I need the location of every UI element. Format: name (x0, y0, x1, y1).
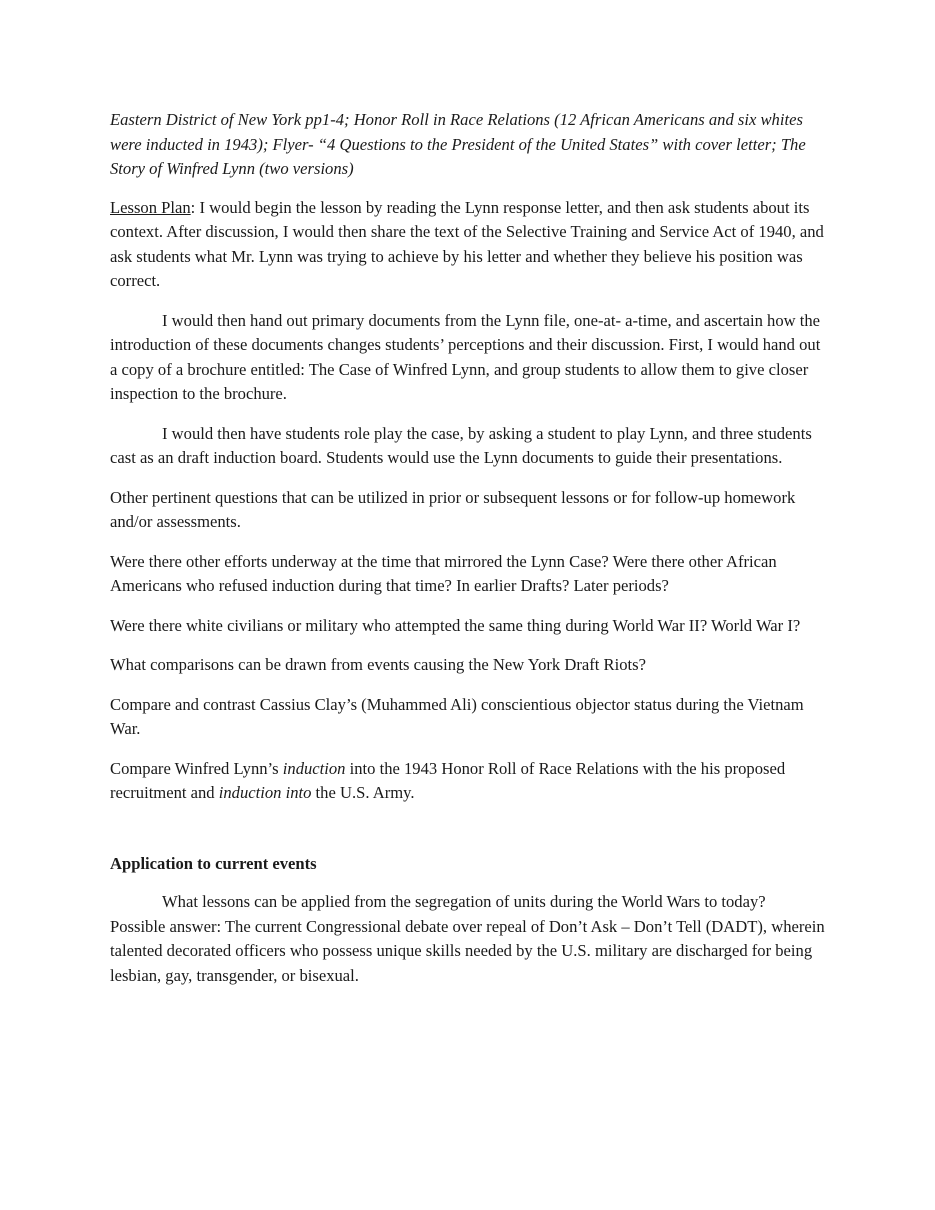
lesson-plan-label: Lesson Plan (110, 197, 191, 217)
compare-text-1: Compare Winfred Lynn’s (110, 758, 283, 778)
question-white-civilians: Were there white civilians or military who attempted the same thing during World War II? World War I? (110, 615, 801, 635)
compare-text-3: the U.S. Army. (311, 783, 415, 802)
intro-paragraph: Eastern District of New York pp1-4; Honor Roll in Race Relations (12 African Americans and six whites were inducted in 1943); Flyer- “4 Questions to the President of the United States” with cover letter; The Story of Winfred Lynn (two versions) (110, 110, 806, 178)
body-paragraph-role-play: I would then have students role play the case, by asking a student to play Lynn, and three students cast as an draft induction board. Students would use the Lynn documents to guide their presentations. (110, 423, 812, 467)
compare-emphasis-induction: induction (282, 758, 346, 778)
lesson-plan-paragraph (110, 196, 825, 294)
body-paragraph-pertinent-questions: Other pertinent questions that can be utilized in prior or subsequent lessons or for follow-up homework and/or assessments. (110, 487, 796, 531)
document-page (110, 108, 825, 988)
compare-emphasis-induction-into: induction into (218, 783, 312, 802)
question-draft-riots: What comparisons can be drawn from events causing the New York Draft Riots? (110, 655, 646, 674)
question-other-efforts: Were there other efforts underway at the time that mirrored the Lynn Case? Were there other African Americans who refused induction during that time? In earlier Drafts? Later periods? (110, 551, 777, 595)
application-heading: Application to current events (110, 853, 317, 873)
body-paragraph-handout: I would then hand out primary documents from the Lynn file, one-at- a-time, and ascertain how the introduction of these documents changes students’ perceptions and their discussion. First, I would hand out a copy of a brochure entitled: The Case of Winfred Lynn, and group students to allow them to give closer inspection to the brochure. (110, 310, 821, 403)
question-compare-lynn (110, 757, 825, 806)
application-paragraph: What lessons can be applied from the segregation of units during the World Wars to today? Possible answer: The current Congressional debate over repeal of Don’t Ask – Don’t Tell (DADT), wherein talented decorated officers who possess unique skills needed by the U.S. military are discharged for being lesbian, gay, transgender, or bisexual. (110, 892, 825, 985)
lesson-plan-colon: : (190, 197, 196, 217)
question-cassius-clay: Compare and contrast Cassius Clay’s (Muhammed Ali) conscientious objector status during the Vietnam War. (110, 694, 804, 738)
lesson-plan-text: I would begin the lesson by reading the Lynn response letter, and then ask students about its context. After discussion, I would then share the text of the Selective Training and Service Act of 1940, and ask students what Mr. Lynn was trying to achieve by his letter and whether they believe his position was correct. (110, 197, 824, 290)
compare-text-2: into the 1943 Honor Roll of Race Relations with the his proposed recruitment and (110, 758, 786, 802)
